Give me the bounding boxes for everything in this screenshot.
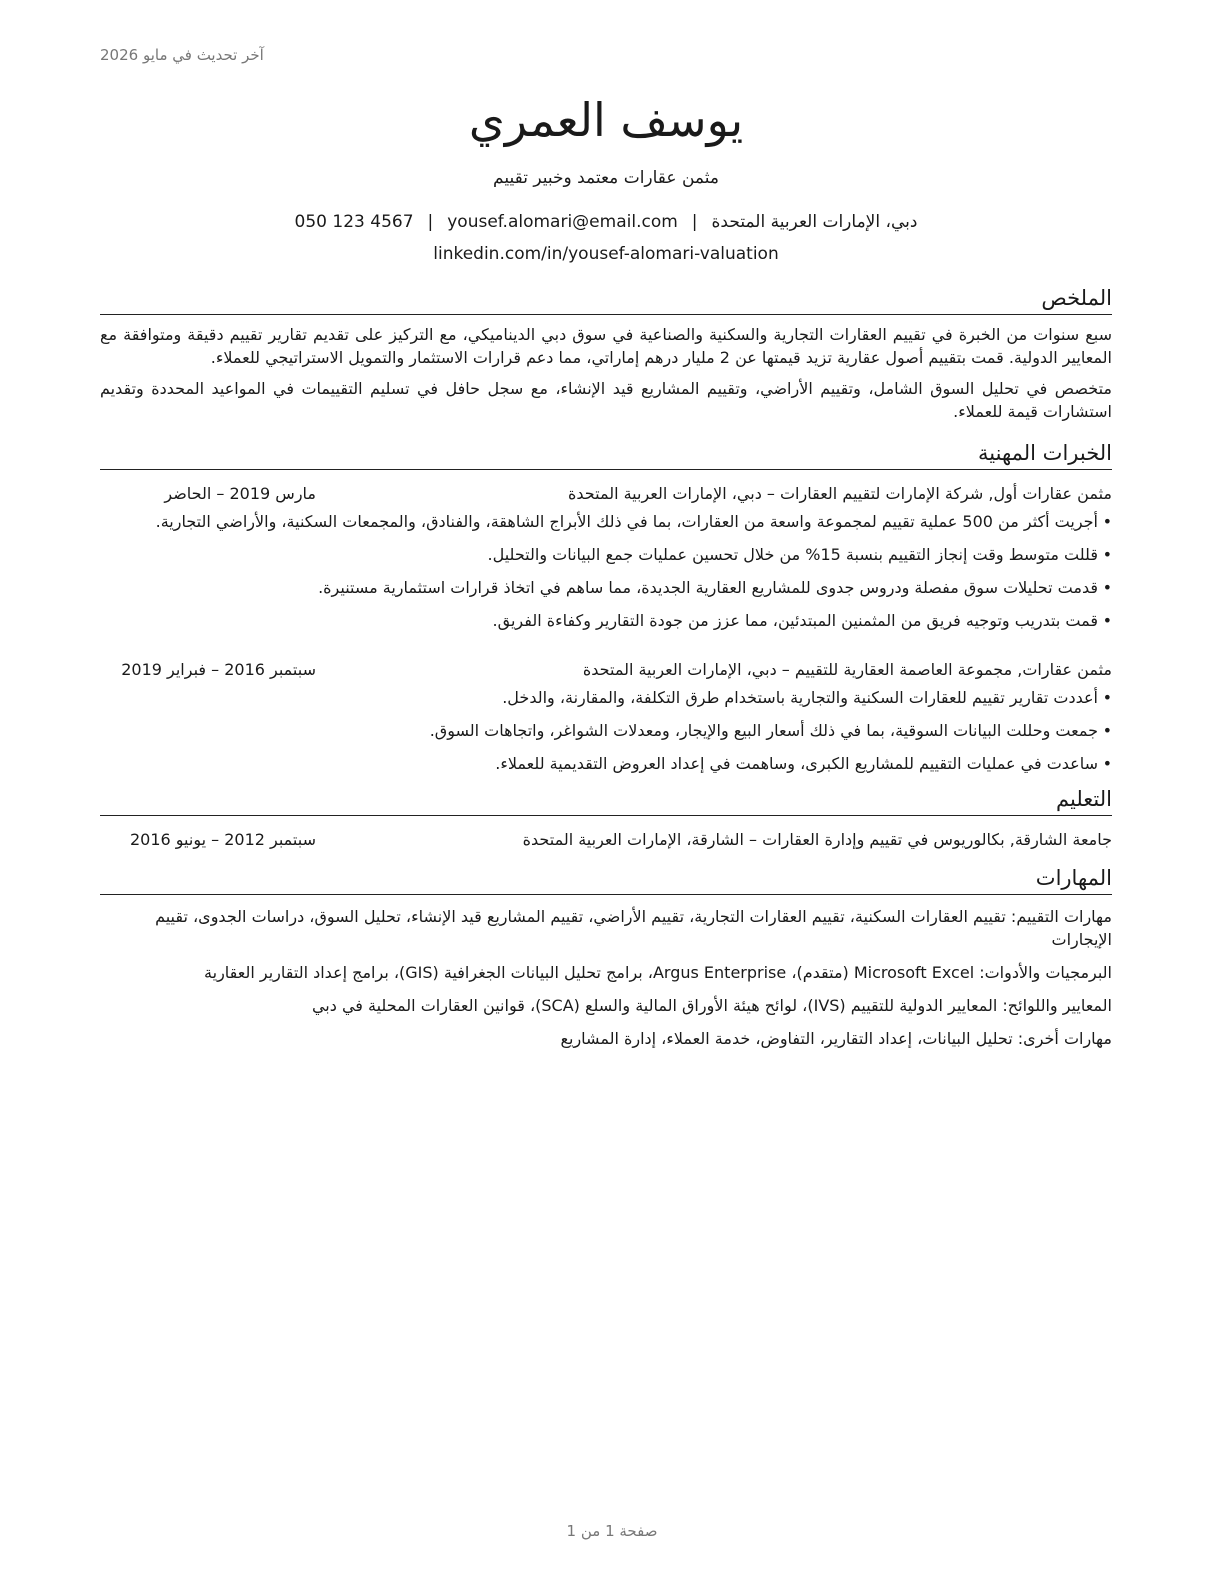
section-heading-education: التعليم [100,785,1112,816]
skills-section [100,864,1112,1050]
candidate-title: مثمن عقارات معتمد وخبير تقييم [493,168,719,188]
job-heading: مثمن عقارات, مجموعة العاصمة العقارية للتقييم – دبي، الإمارات العربية المتحدة [582,660,1112,679]
page-number: صفحة 1 من 1 [566,1522,658,1540]
education-heading: جامعة الشارقة, بكالوريوس في تقييم وإدارة العقارات – الشارقة، الإمارات العربية المتحدة [522,830,1112,849]
last-updated-note: آخر تحديث في مايو 2026 [100,46,264,64]
job-header [100,482,1112,506]
candidate-name: يوسف العمري [468,93,744,147]
section-heading-experience: الخبرات المهنية [100,439,1112,470]
contact-separator: | [691,212,698,232]
contact-email[interactable]: yousef.alomari@email.com [447,212,678,232]
job-heading: مثمن عقارات أول, شركة الإمارات لتقييم العقارات – دبي، الإمارات العربية المتحدة [568,484,1112,503]
job-header [100,658,1112,682]
spacer [100,642,1112,658]
resume-content [100,88,1112,1050]
section-heading-summary: الملخص [100,284,1112,315]
job-bullet: • أعددت تقارير تقييم للعقارات السكنية والتجارية باستخدام طرق التكلفة، والمقارنة، والدخل. [100,686,1112,709]
skill-line: مهارات أخرى: تحليل البيانات، إعداد التقارير، التفاوض، خدمة العملاء، إدارة المشاريع [560,1029,1112,1048]
job-bullet: • جمعت وحللت البيانات السوقية، بما في ذلك أسعار البيع والإيجار، ومعدلات الشواغر، واتجاهات السوق. [100,719,1112,742]
education-dates: سبتمبر 2012 – يونيو 2016 [129,830,316,849]
job-bullet: • ساعدت في عمليات التقييم للمشاريع الكبرى، وساهمت في إعداد العروض التقديمية للعملاء. [100,752,1112,775]
education-header [100,828,1112,852]
job-dates: مارس 2019 – الحاضر [164,484,316,503]
job-bullet: • قمت بتدريب وتوجيه فريق من المثمنين المبتدئين، مما عزز من جودة التقارير وكفاءة الفريق. [100,609,1112,632]
experience-section [100,439,1112,775]
contact-location: دبي، الإمارات العربية المتحدة [711,212,918,232]
job-bullet: • قدمت تحليلات سوق مفصلة ودروس جدوى للمشاريع العقارية الجديدة، مما ساهم في اتخاذ قرارات استثمارية مستنيرة. [100,576,1112,599]
resume-header [100,88,1112,268]
job-bullets [100,510,1112,632]
summary-section [100,284,1112,423]
job-bullets [100,686,1112,775]
summary-paragraph: متخصص في تحليل السوق الشامل، وتقييم الأراضي، وتقييم المشاريع قيد الإنشاء، مع سجل حافل في تسليم التقييمات في المواعيد المحددة وتقديم استشارات قيمة للعملاء. [100,379,1112,421]
job-entry [100,482,1112,632]
skill-line: مهارات التقييم: تقييم العقارات السكنية، تقييم العقارات التجارية، تقييم الأراضي، تقييم المشاريع قيد الإنشاء، تحليل السوق، دراسات الجدوى، تقييم الإيجارات [155,907,1112,949]
section-heading-skills: المهارات [100,864,1112,895]
skill-line: المعايير واللوائح: المعايير الدولية للتقييم (IVS)، لوائح هيئة الأوراق المالية والسلع (SCA)، قوانين العقارات المحلية في دبي [311,996,1112,1015]
contact-line [100,208,1112,236]
skill-line: البرمجيات والأدوات: Microsoft Excel (متقدم)، Argus Enterprise، برامج تحليل البيانات الجغرافية (GIS)، برامج إعداد التقارير العقارية [204,963,1112,982]
job-dates: سبتمبر 2016 – فبراير 2019 [121,660,316,679]
contact-separator: | [427,212,434,232]
job-bullet: • أجريت أكثر من 500 عملية تقييم لمجموعة واسعة من العقارات، بما في ذلك الأبراج الشاهقة، والفنادق، والمجمعات السكنية، والأراضي التجارية. [100,510,1112,533]
job-entry [100,658,1112,775]
education-section [100,785,1112,852]
contact-linkedin[interactable]: linkedin.com/in/yousef-alomari-valuation [433,244,779,264]
job-bullet: • قللت متوسط وقت إنجاز التقييم بنسبة 15% من خلال تحسين عمليات جمع البيانات والتحليل. [100,543,1112,566]
contact-phone[interactable]: 050 123 4567 [294,212,414,232]
summary-paragraph: سبع سنوات من الخبرة في تقييم العقارات التجارية والسكنية والصناعية في سوق دبي الديناميكي، مع التركيز على تقديم تقارير تقييم دقيقة ومتوافقة مع المعايير الدولية. قمت بتقييم أصول عقارية تزيد قيمتها عن 2 مليار درهم إماراتي، مما دعم قرارات الاستثمار والتمويل الاستراتيجي للعملاء. [100,325,1112,367]
